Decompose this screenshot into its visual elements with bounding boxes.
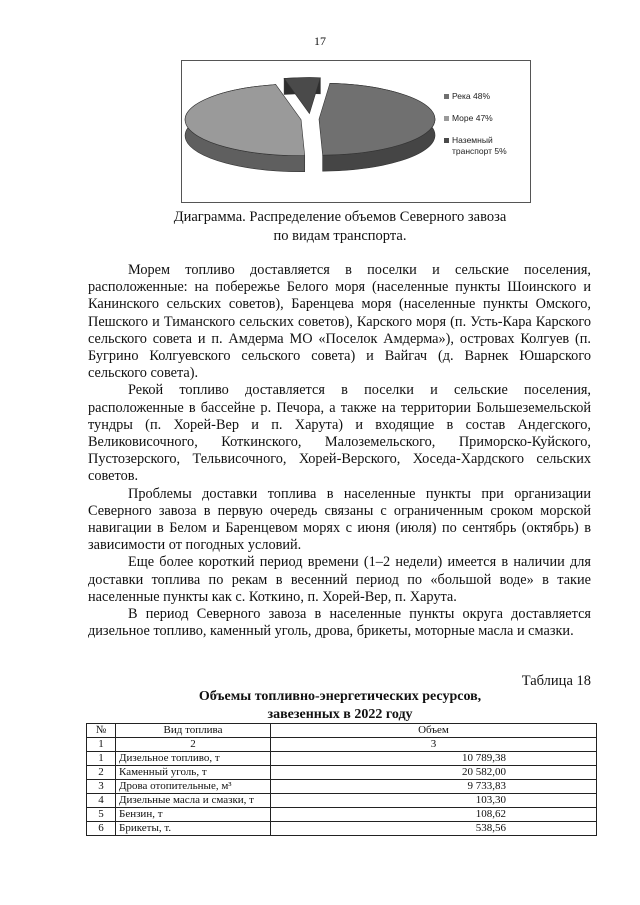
row-number: 2 xyxy=(87,766,116,780)
legend-item-ground xyxy=(444,135,522,157)
index-cell: 1 xyxy=(87,738,116,752)
row-number: 5 xyxy=(87,808,116,822)
volume: 10 789,38 xyxy=(271,752,597,766)
row-number: 6 xyxy=(87,822,116,836)
legend-swatch xyxy=(444,94,449,99)
header-cell: № xyxy=(87,724,116,738)
paragraph: Рекой топливо доставляется в поселки и сельские поселения, расположенные в бассейне р. Печора, а также на территории Большеземельской тундры (п. Хорей-Вер и п. Харута) и входящие в состав Андегского, Великовисочного, Коткинского, Малоземельского, Приморско-Куйского, Пустозерского, Тельвисочного, Хорей-Верского, Хоседа-Хардского сельских советов. xyxy=(88,382,591,485)
legend-item-river xyxy=(444,91,522,102)
table-row xyxy=(87,808,597,822)
volume: 103,30 xyxy=(271,794,597,808)
table-title-line: завезенных в 2022 году xyxy=(267,707,413,722)
table-title xyxy=(140,688,540,724)
index-cell: 3 xyxy=(271,738,597,752)
row-number: 4 xyxy=(87,794,116,808)
fuel-table xyxy=(86,723,597,836)
fuel-type: Дизельное топливо, т xyxy=(116,752,271,766)
chart-caption xyxy=(140,208,540,246)
legend-label: Море 47% xyxy=(452,113,493,123)
fuel-type: Брикеты, т. xyxy=(116,822,271,836)
caption-line: по видам транспорта. xyxy=(273,228,407,244)
legend-swatch xyxy=(444,138,449,143)
paragraph: В период Северного завоза в населенные пункты округа доставляется дизельное топливо, каменный уголь, дрова, брикеты, моторные масла и смазки. xyxy=(88,606,591,640)
page-number: 17 xyxy=(314,34,326,48)
table-row xyxy=(87,766,597,780)
body-text xyxy=(88,262,591,640)
fuel-type: Бензин, т xyxy=(116,808,271,822)
paragraph: Еще более короткий период времени (1–2 недели) имеется в наличии для доставки топлива по рекам в весенний период по «большой воде» в такие населенные пункты как с. Коткино, п. Хорей-Вер, п. Харута. xyxy=(88,554,591,605)
header-cell: Объем xyxy=(271,724,597,738)
chart-legend xyxy=(444,91,522,168)
table-row xyxy=(87,752,597,766)
legend-label: Наземный транспорт 5% xyxy=(452,135,507,156)
fuel-type: Каменный уголь, т xyxy=(116,766,271,780)
table-title-line: Объемы топливно-энергетических ресурсов, xyxy=(198,689,482,704)
table-row xyxy=(87,822,597,836)
index-cell: 2 xyxy=(116,738,271,752)
row-number: 1 xyxy=(87,752,116,766)
table-row xyxy=(87,780,597,794)
pie-chart xyxy=(181,60,531,203)
caption-line: Диаграмма. Распределение объемов Северного завоза xyxy=(173,209,507,225)
legend-item-sea xyxy=(444,113,522,124)
volume: 108,62 xyxy=(271,808,597,822)
volume: 20 582,00 xyxy=(271,766,597,780)
table-index-row xyxy=(87,738,597,752)
fuel-type: Дизельные масла и смазки, т xyxy=(116,794,271,808)
legend-swatch xyxy=(444,116,449,121)
row-number: 3 xyxy=(87,780,116,794)
volume: 9 733,83 xyxy=(271,780,597,794)
legend-label: Река 48% xyxy=(452,91,491,101)
table-header-row xyxy=(87,724,597,738)
paragraph: Проблемы доставки топлива в населенные пункты при организации Северного завоза в первую очередь связаны с ограниченным сроком морской навигации в Белом и Баренцевом морях с июня (июля) по сентябрь (октябрь) в зависимости от погодных условий. xyxy=(88,485,591,554)
table-row xyxy=(87,794,597,808)
header-cell: Вид топлива xyxy=(116,724,271,738)
paragraph: Морем топливо доставляется в поселки и сельские поселения, расположенные: на побережье Белого моря (населенные пункты Шоинского и Канинского сельских советов), Баренцева моря (населенные пункты Омского, Пешского и Тиманского сельских советов), Карского моря (п. Усть-Кара Карского сельского совета и п. Амдерма МО «Поселок Амдерма»), островах Колгуев (п. Бугрино Колгуевского сельского совета) и Вайгач (д. Варнек Юшарского сельского совета). xyxy=(88,262,591,382)
volume: 538,56 xyxy=(271,822,597,836)
table-label: Таблица 18 xyxy=(521,673,591,689)
fuel-type: Дрова отопительные, м³ xyxy=(116,780,271,794)
